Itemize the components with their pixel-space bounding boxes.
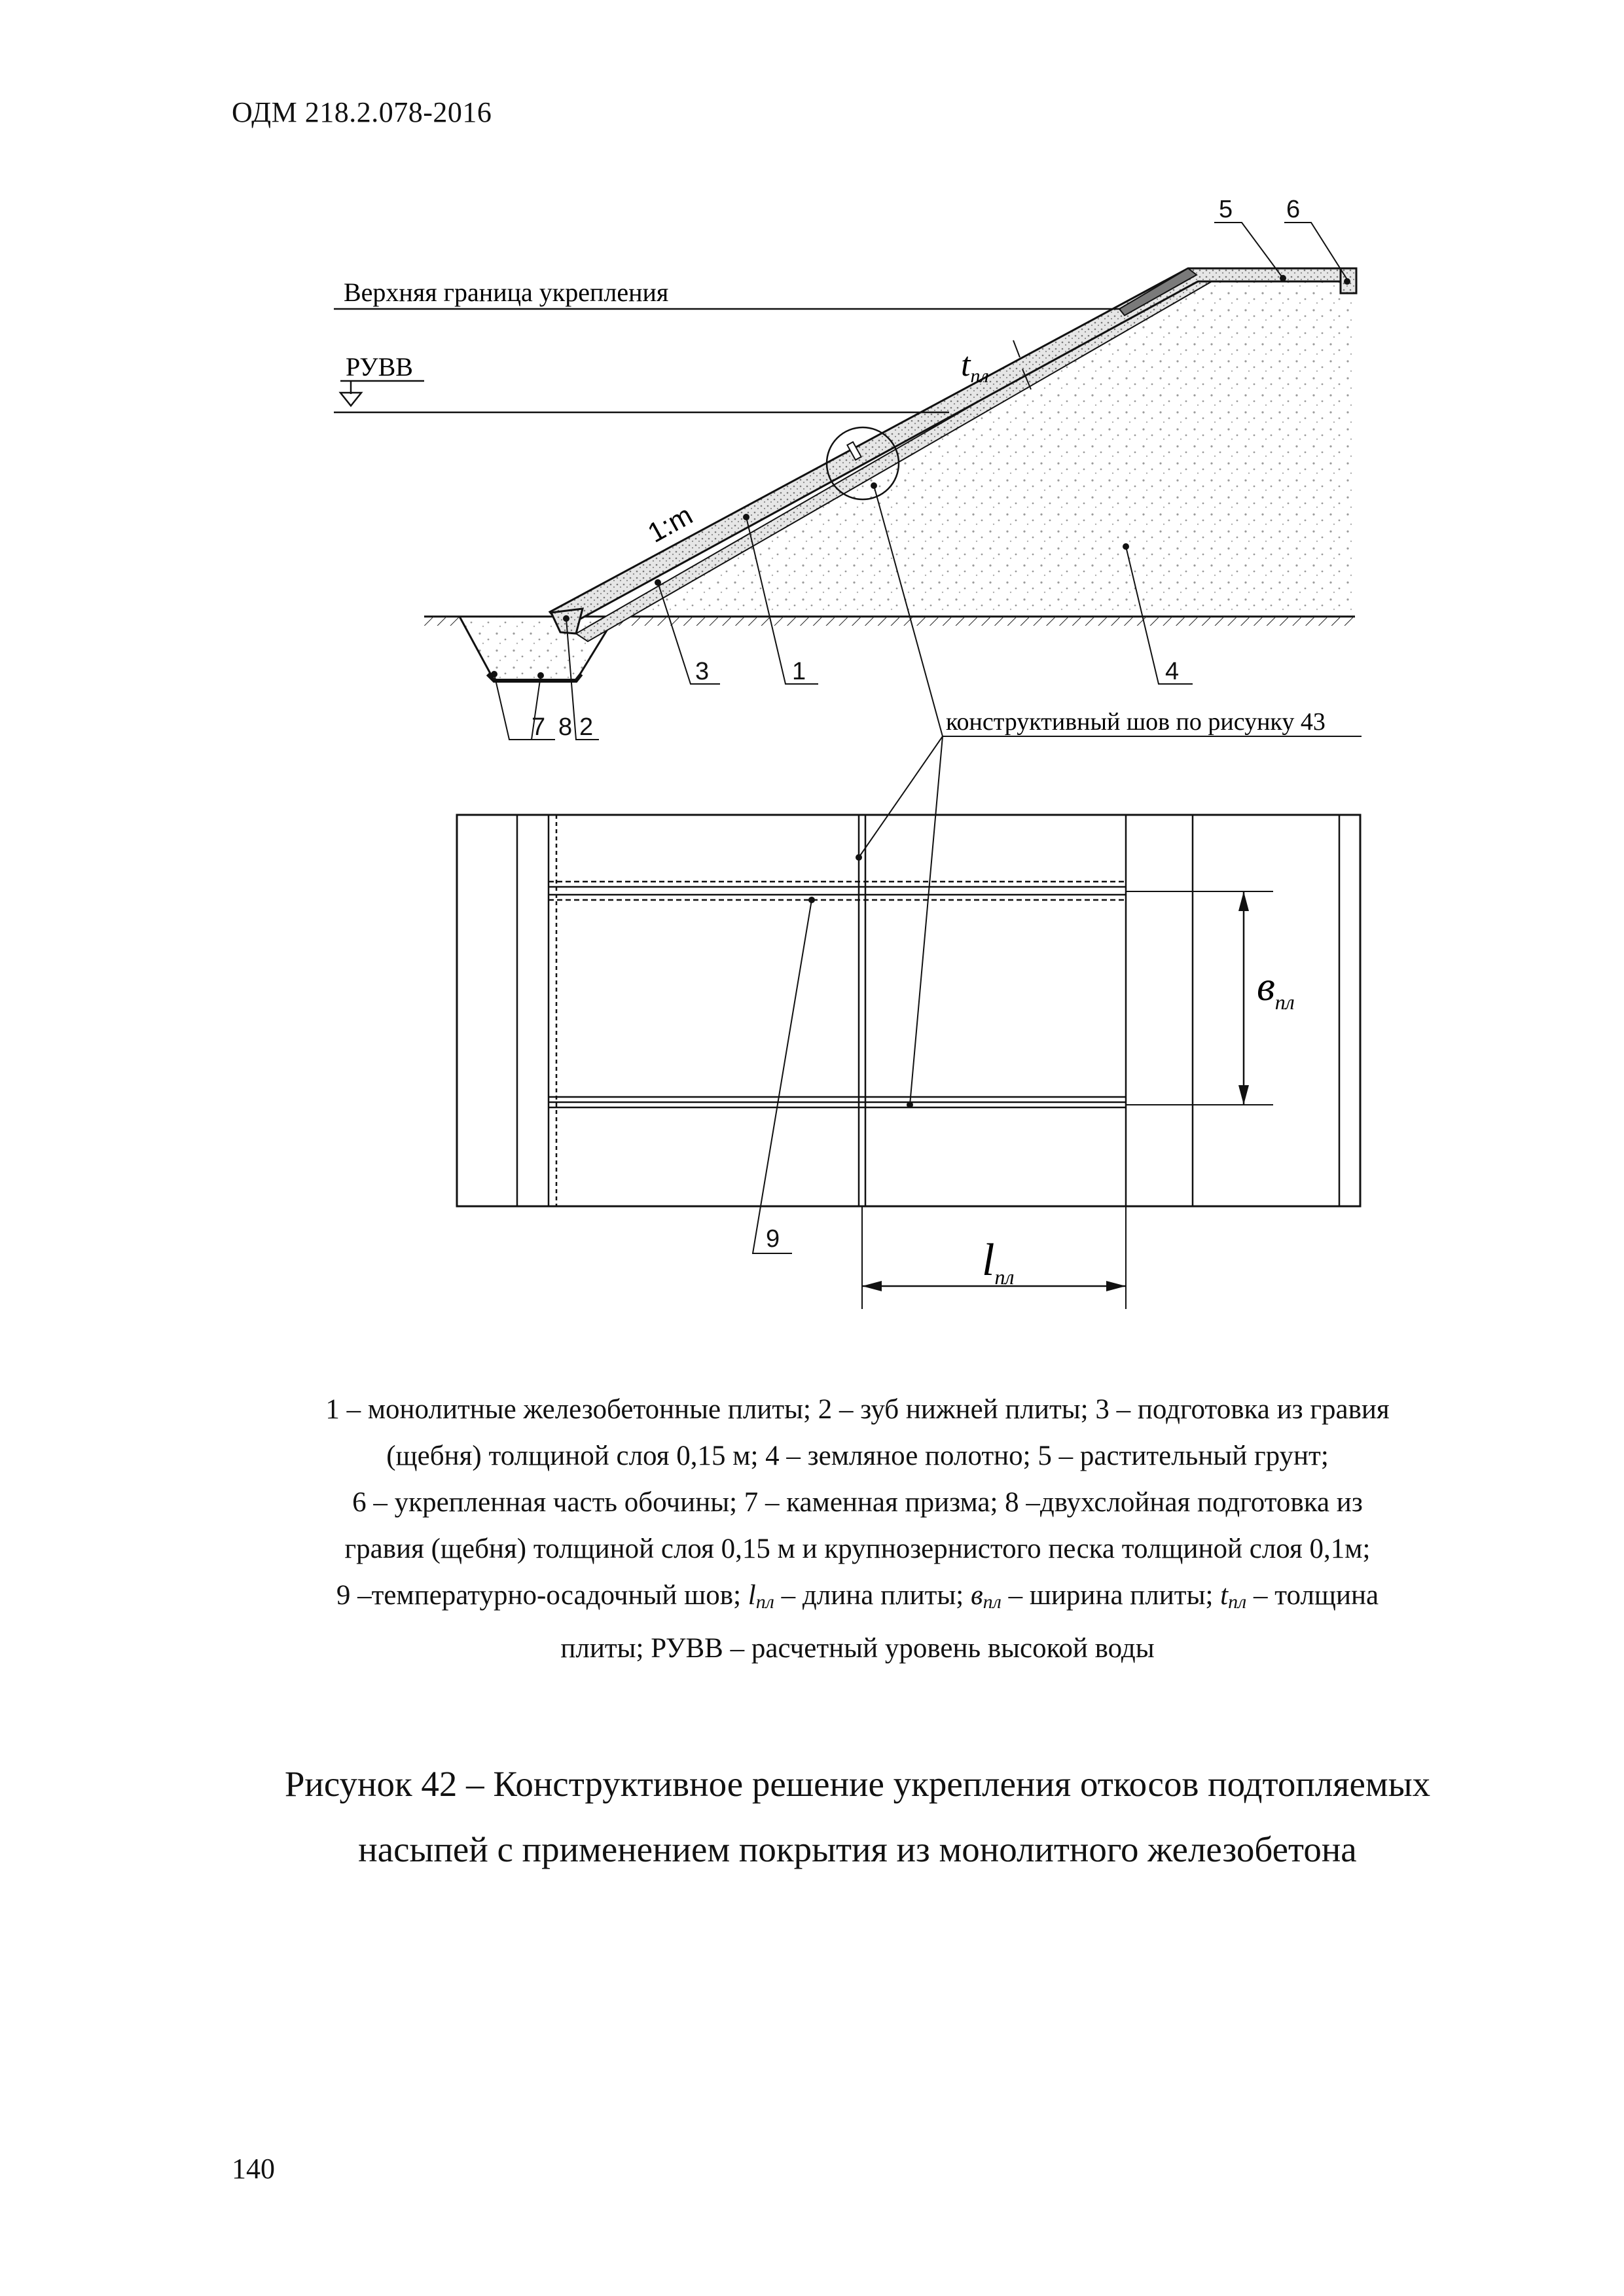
joint-leader-1	[859, 736, 943, 857]
figure-caption	[216, 1751, 1499, 1882]
joint-reference-label: конструктивный шов по рисунку 43	[946, 708, 1326, 736]
thickness-sub: пл	[970, 365, 989, 387]
marker-dot-7	[491, 671, 497, 677]
figure-legend	[216, 1386, 1499, 1672]
marker-dot-2	[563, 615, 569, 622]
marker-dot-5	[1280, 275, 1286, 281]
legend-5d: – толщина	[1246, 1580, 1379, 1611]
marker-dot-joint	[871, 482, 877, 489]
legend-t-sub: пл	[1228, 1590, 1247, 1613]
legend-l-sym: l	[748, 1580, 756, 1611]
legend-5c: – ширина плиты;	[1001, 1580, 1221, 1611]
legend-l-sub: пл	[755, 1590, 774, 1613]
marker-9: 9	[766, 1225, 780, 1253]
document-code: ОДМ 218.2.078-2016	[232, 96, 492, 128]
marker-5: 5	[1219, 196, 1233, 223]
ground-hatch-left	[424, 617, 460, 626]
marker-dot-1	[743, 514, 749, 520]
length-arrow-right	[1106, 1281, 1126, 1291]
legend-v-sub: пл	[983, 1590, 1001, 1613]
plan-strips	[517, 815, 1339, 1206]
width-arrow-bottom	[1238, 1085, 1249, 1105]
length-main: l	[982, 1235, 995, 1285]
legend-v-sym: в	[970, 1580, 983, 1611]
marker-dot-6	[1344, 278, 1350, 285]
marker-4: 4	[1165, 658, 1180, 685]
legend-line-6: плиты; РУВВ – расчетный уровень высокой воды	[560, 1633, 1155, 1664]
caption-line-2: насыпей с применением покрытия из монолитного железобетона	[358, 1829, 1357, 1869]
marker-6: 6	[1286, 196, 1301, 223]
embankment-body	[625, 274, 1355, 617]
joint-leader-2	[910, 736, 943, 1105]
legend-line-5	[216, 1572, 1499, 1625]
plan-frame	[457, 815, 1360, 1206]
leader-9	[753, 900, 812, 1253]
legend-line-3: 6 – укрепленная часть обочины; 7 – каменная призма; 8 –двухслойная подготовка из	[352, 1487, 1363, 1518]
joint-dot-2	[907, 1102, 913, 1108]
marker-dot-9	[808, 897, 815, 903]
marker-3: 3	[695, 658, 710, 685]
marker-dot-4	[1123, 543, 1129, 550]
marker-7: 7	[532, 713, 546, 741]
legend-t-sym: t	[1220, 1580, 1229, 1611]
width-sub: пл	[1274, 990, 1295, 1014]
ruvv-label: РУВВ	[346, 352, 413, 382]
legend-line-4: гравия (щебня) толщиной слоя 0,15 м и крупнозернистого песка толщиной слоя 0,1м;	[344, 1534, 1371, 1564]
water-level-triangle	[340, 393, 361, 406]
page-number: 140	[232, 2153, 275, 2185]
marker-1: 1	[792, 658, 806, 685]
thickness-label	[961, 346, 989, 387]
caption-line-1: Рисунок 42 – Конструктивное решение укрепления откосов подтопляемых	[284, 1764, 1431, 1804]
upper-boundary-label: Верхняя граница укрепления	[344, 278, 669, 307]
legend-line-1: 1 – монолитные железобетонные плиты; 2 – зуб нижней плиты; 3 – подготовка из гравия	[325, 1394, 1390, 1425]
length-arrow-left	[862, 1281, 882, 1291]
legend-5b: – длина плиты;	[774, 1580, 971, 1611]
ground-hatch-right	[615, 617, 1355, 626]
length-label	[982, 1235, 1014, 1289]
width-arrow-top	[1238, 891, 1249, 911]
marker-2: 2	[579, 713, 594, 741]
joint-dot-1	[856, 854, 862, 861]
thickness-arrow-1	[1013, 340, 1020, 357]
legend-5a: 9 –температурно-осадочный шов;	[336, 1580, 748, 1611]
length-sub: пл	[994, 1265, 1015, 1289]
width-label	[1257, 963, 1295, 1014]
slope-label: 1:m	[642, 499, 698, 548]
width-main: в	[1257, 963, 1275, 1009]
thickness-main: t	[961, 346, 971, 384]
marker-dot-3	[655, 579, 661, 586]
marker-8: 8	[558, 713, 573, 741]
marker-dot-8	[537, 672, 544, 679]
legend-line-2: (щебня) толщиной слоя 0,15 м; 4 – земляное полотно; 5 – растительный грунт;	[386, 1441, 1329, 1471]
